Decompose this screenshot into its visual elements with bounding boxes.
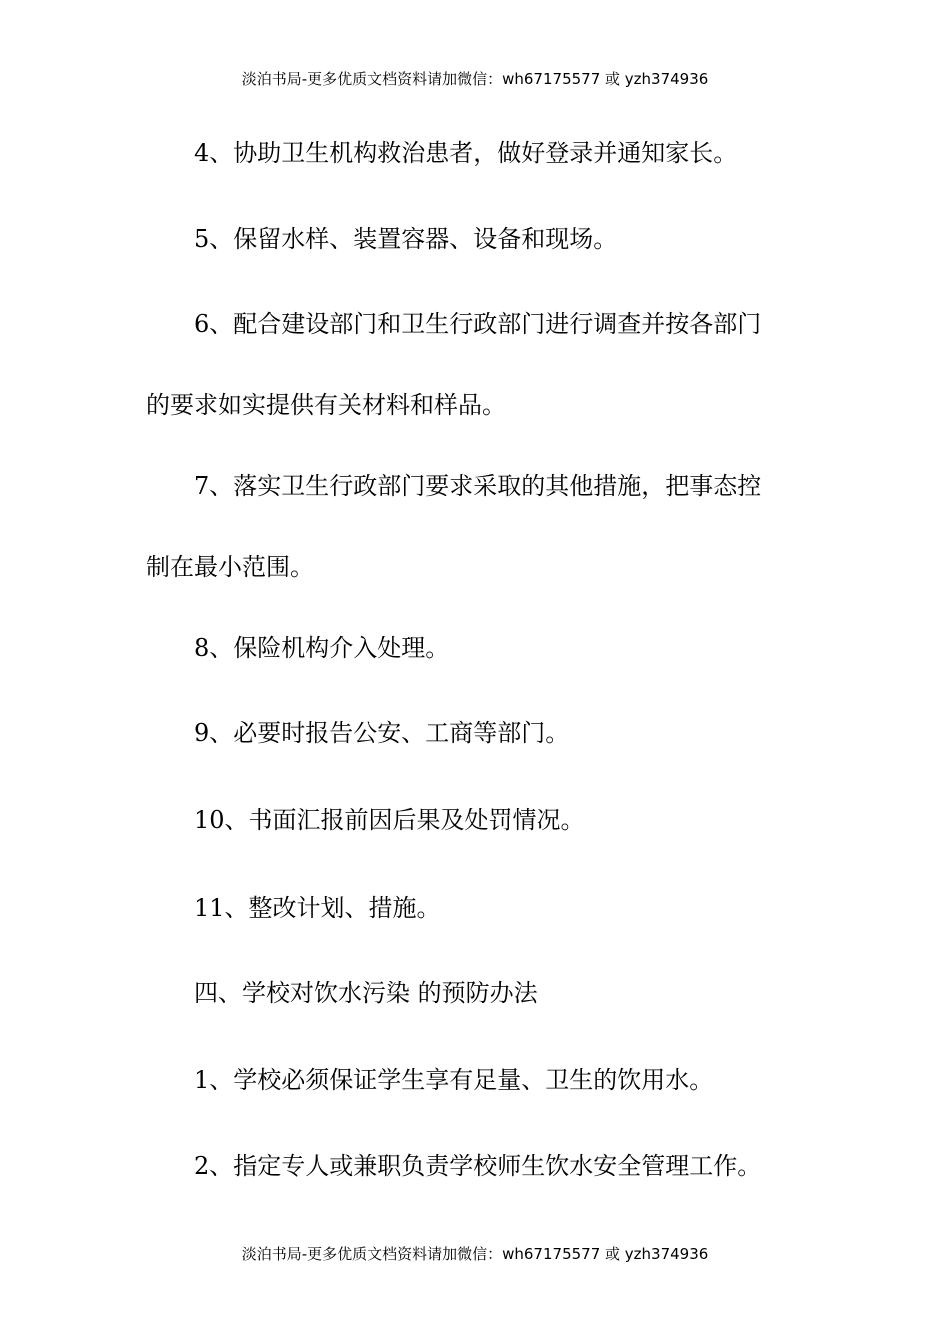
paragraph-item-7 xyxy=(146,470,806,583)
paragraph-line: 6、配合建设部门和卫生行政部门进行调查并按各部门 xyxy=(194,310,762,338)
paragraph-line: 7、落实卫生行政部门要求采取的其他措施，把事态控 xyxy=(194,472,762,500)
paragraph-item-11 xyxy=(146,892,806,924)
paragraph-line: 10、书面汇报前因后果及处罚情况。 xyxy=(194,806,585,834)
paragraph-line: 4、协助卫生机构救治患者，做好登录并通知家长。 xyxy=(194,139,738,167)
header-banner: 淡泊书局-更多优质文档资料请加微信：wh67175577 或 yzh374936 xyxy=(241,70,709,88)
paragraph-item-9 xyxy=(146,717,806,749)
paragraph-item-2 xyxy=(146,1150,806,1182)
paragraph-line: 1、学校必须保证学生享有足量、卫生的饮用水。 xyxy=(194,1066,714,1094)
paragraph-line: 9、必要时报告公安、工商等部门。 xyxy=(194,719,570,747)
paragraph-item-8 xyxy=(146,632,806,664)
paragraph-line: 制在最小范围。 xyxy=(146,553,314,581)
paragraph-line: 11、整改计划、措施。 xyxy=(194,894,441,922)
section-heading-line: 四、学校对饮水污染 的预防办法 xyxy=(194,979,538,1007)
paragraph-line: 8、保险机构介入处理。 xyxy=(194,634,450,662)
paragraph-item-5 xyxy=(146,223,806,255)
footer-banner: 淡泊书局-更多优质文档资料请加微信：wh67175577 或 yzh374936 xyxy=(241,1245,709,1263)
paragraph-item-4 xyxy=(146,137,806,169)
paragraph-line: 5、保留水样、装置容器、设备和现场。 xyxy=(194,225,618,253)
paragraph-line: 的要求如实提供有关材料和样品。 xyxy=(146,391,506,419)
paragraph-item-6 xyxy=(146,308,806,421)
paragraph-item-1 xyxy=(146,1064,806,1096)
section-heading-4 xyxy=(146,977,806,1009)
paragraph-item-10 xyxy=(146,804,806,836)
paragraph-line: 2、指定专人或兼职负责学校师生饮水安全管理工作。 xyxy=(194,1152,762,1180)
